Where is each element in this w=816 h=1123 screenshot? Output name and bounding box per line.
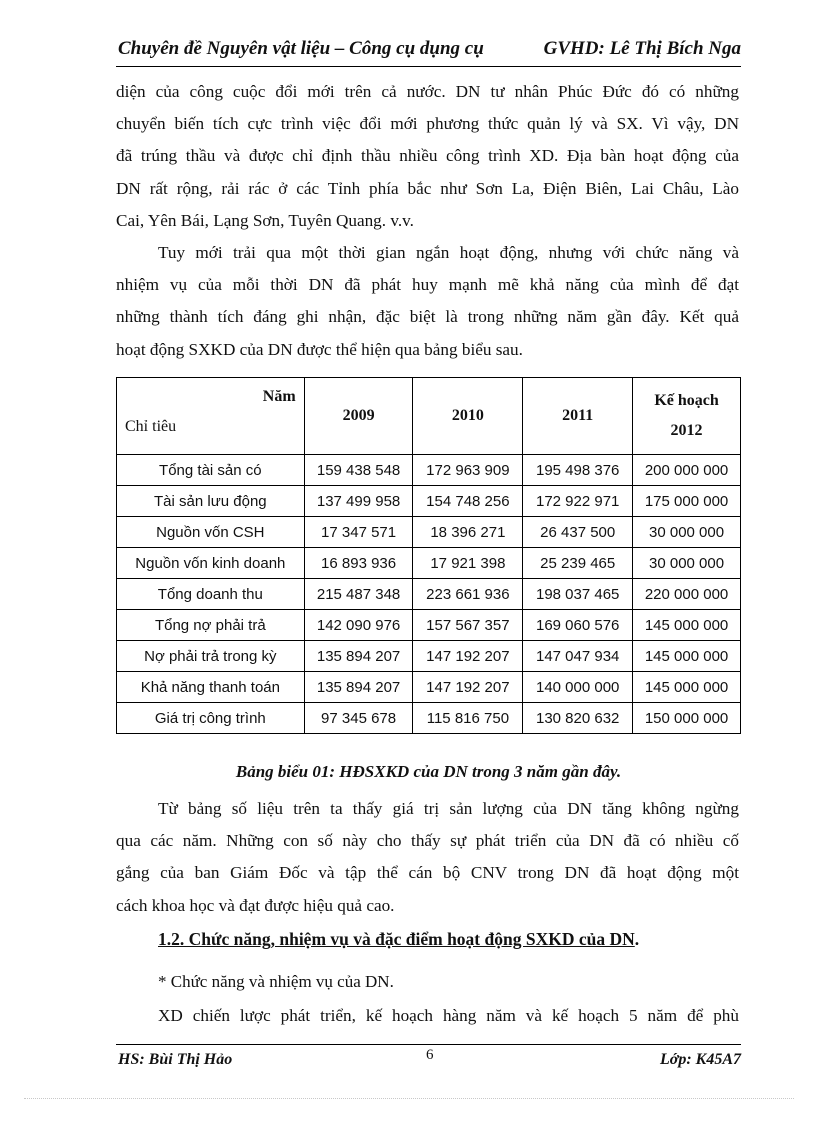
year-header: 2009 xyxy=(304,378,413,455)
text-line: hoạt động SXKD của DN được thể hiện qua bảng biểu sau. xyxy=(116,339,523,359)
table-row xyxy=(117,672,741,703)
paragraph-2 xyxy=(116,237,739,366)
year-header: 2011 xyxy=(523,378,633,455)
table-cell: 220 000 000 xyxy=(633,579,741,610)
page-header xyxy=(116,36,741,67)
table-cell: 154 748 256 xyxy=(413,486,523,517)
table-cell: 140 000 000 xyxy=(523,672,633,703)
text-line: Cai, Yên Bái, Lạng Sơn, Tuyên Quang. v.v. xyxy=(116,210,414,230)
table-row xyxy=(117,579,741,610)
table-cell: 195 498 376 xyxy=(523,455,633,486)
table-header-row xyxy=(117,378,741,455)
row-label: Nguồn vốn kinh doanh xyxy=(117,548,305,579)
row-label: Tổng doanh thu xyxy=(117,579,305,610)
text-line: qua các năm. Những con số này cho thấy sự phát triển của DN đã có nhiều cố xyxy=(116,831,739,851)
body-text xyxy=(116,76,739,366)
plan-header-line1: Kế hoạch xyxy=(654,392,719,409)
table-cell: 115 816 750 xyxy=(413,703,523,734)
table-cell: 145 000 000 xyxy=(633,641,741,672)
table-cell: 25 239 465 xyxy=(523,548,633,579)
text-line: DN rất rộng, rải rác ở các Tỉnh phía bắc như Sơn La, Điện Biên, Lai Châu, Lào xyxy=(116,178,739,198)
body-text-2 xyxy=(116,793,739,922)
table-cell: 17 347 571 xyxy=(304,517,413,548)
table-cell: 30 000 000 xyxy=(633,548,741,579)
footer-class: Lớp: K45A7 xyxy=(659,1051,741,1068)
row-label: Nguồn vốn CSH xyxy=(117,517,305,548)
year-header: 2010 xyxy=(413,378,523,455)
table-cell: 135 894 207 xyxy=(304,672,413,703)
text-line: diện của công cuộc đổi mới trên cả nước. DN tư nhân Phúc Đức đó có những xyxy=(116,82,739,101)
text-line: chuyển biến tích cực trình việc đổi mới phương thức quản lý và SX. Vì vậy, DN xyxy=(116,114,739,134)
table-cell: 147 192 207 xyxy=(413,641,523,672)
table-row xyxy=(117,641,741,672)
table-cell: 169 060 576 xyxy=(523,610,633,641)
section-heading-period: . xyxy=(634,929,640,949)
plan-header-line2: 2012 xyxy=(670,422,703,439)
table-cell: 145 000 000 xyxy=(633,610,741,641)
table-cell: 97 345 678 xyxy=(304,703,413,734)
text-line: những thành tích đáng ghi nhận, đặc biệt là trong những năm gần đây. Kết quả xyxy=(116,307,739,327)
corner-indicator-label: Chỉ tiêu xyxy=(125,418,177,435)
page-edge-divider xyxy=(24,1098,794,1099)
row-label: Tổng nợ phải trả xyxy=(117,610,305,641)
table-cell: 135 894 207 xyxy=(304,641,413,672)
text-line-content: XD chiến lược phát triển, kế hoạch hàng năm và kế hoạch 5 năm để phù xyxy=(158,1006,739,1025)
text-line: cách khoa học và đạt được hiệu quả cao. xyxy=(116,895,395,915)
row-label: Nợ phải trả trong kỳ xyxy=(117,641,305,672)
table-caption: Bảng biểu 01: HĐSXKD của DN trong 3 năm gần đây. xyxy=(235,762,622,781)
table-cell: 147 047 934 xyxy=(523,641,633,672)
text-line: nhiệm vụ của mỗi thời DN đã phát huy mạnh mẽ khả năng của mình để đạt xyxy=(116,275,739,295)
table-cell: 172 922 971 xyxy=(523,486,633,517)
table-row xyxy=(117,486,741,517)
header-title: Chuyên đề Nguyên vật liệu – Công cụ dụng cụ xyxy=(118,38,484,59)
text-line: Tuy mới trải qua một thời gian ngắn hoạt động, nhưng với chức năng và xyxy=(158,243,739,263)
table-cell: 150 000 000 xyxy=(633,703,741,734)
row-label: Giá trị công trình xyxy=(117,703,305,734)
table-cell: 26 437 500 xyxy=(523,517,633,548)
text-line: Từ bảng số liệu trên ta thấy giá trị sản lượng của DN tăng không ngừng xyxy=(158,799,739,818)
table-cell: 16 893 936 xyxy=(304,548,413,579)
row-label: Khả năng thanh toán xyxy=(117,672,305,703)
table-cell: 30 000 000 xyxy=(633,517,741,548)
table-cell: 137 499 958 xyxy=(304,486,413,517)
results-table xyxy=(116,377,741,734)
section-heading xyxy=(158,929,639,950)
table-row xyxy=(117,703,741,734)
text-line xyxy=(158,1006,739,1026)
table-cell: 200 000 000 xyxy=(633,455,741,486)
paragraph-3 xyxy=(116,793,739,922)
table-row xyxy=(117,517,741,548)
table-cell: 17 921 398 xyxy=(413,548,523,579)
page-footer xyxy=(116,1044,741,1075)
table-cell: 159 438 548 xyxy=(304,455,413,486)
table-row xyxy=(117,548,741,579)
table-cell: 172 963 909 xyxy=(413,455,523,486)
row-label: Tổng tài sản có xyxy=(117,455,305,486)
table-cell: 18 396 271 xyxy=(413,517,523,548)
table-cell: 198 037 465 xyxy=(523,579,633,610)
paragraph-1 xyxy=(116,76,739,237)
table-row xyxy=(117,455,741,486)
bullet-item: * Chức năng và nhiệm vụ của DN. xyxy=(158,972,394,991)
corner-year-label: Năm xyxy=(262,388,296,405)
table-cell: 147 192 207 xyxy=(413,672,523,703)
table-cell: 157 567 357 xyxy=(413,610,523,641)
header-instructor: GVHD: Lê Thị Bích Nga xyxy=(543,38,741,59)
page-number: 6 xyxy=(426,1047,434,1063)
table-cell: 215 487 348 xyxy=(304,579,413,610)
text-line: đã trúng thầu và được chỉ định thầu nhiều công trình XD. Địa bàn hoạt động của xyxy=(116,146,739,166)
table-cell: 145 000 000 xyxy=(633,672,741,703)
table-cell: 130 820 632 xyxy=(523,703,633,734)
row-label: Tài sản lưu động xyxy=(117,486,305,517)
table-cell: 223 661 936 xyxy=(413,579,523,610)
plan-header xyxy=(633,378,741,455)
table-cell: 142 090 976 xyxy=(304,610,413,641)
section-heading-text: 1.2. Chức năng, nhiệm vụ và đặc điểm hoạt động SXKD của DN xyxy=(158,929,635,949)
footer-student: HS: Bùi Thị Hảo xyxy=(118,1051,233,1068)
table-cell: 175 000 000 xyxy=(633,486,741,517)
text-line: gắng của ban Giám Đốc và tập thể cán bộ CNV trong DN đã hoạt động một xyxy=(116,863,739,883)
table-corner-cell xyxy=(117,378,305,455)
table-row xyxy=(117,610,741,641)
